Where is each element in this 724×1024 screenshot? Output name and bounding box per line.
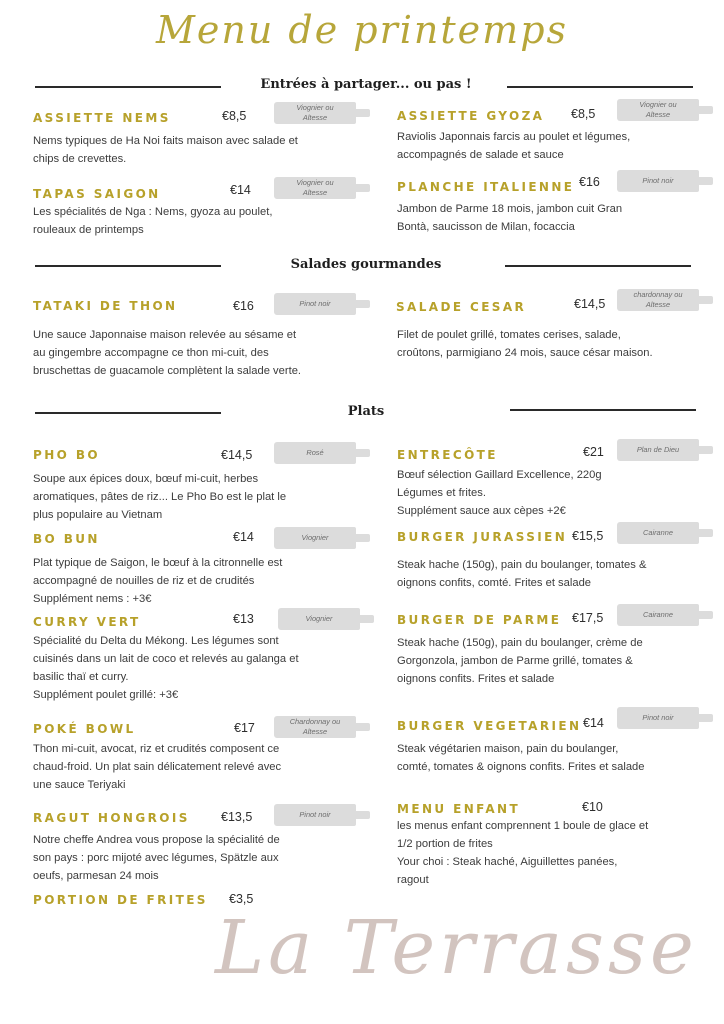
- item-description-pho-bo: Soupe aux épices doux, bœuf mi-cuit, herbes aromatiques, pâtes de riz... Le Pho Bo est le plat le plus populaire au Vietnam: [33, 473, 287, 521]
- divider-line: [35, 86, 221, 88]
- wine-bottle-icon: Pinot noir: [274, 293, 370, 315]
- item-name-menu-enfant: MENU ENFANT: [397, 802, 521, 816]
- wine-bottle-icon: chardonnay ou Altesse: [617, 289, 713, 311]
- menu-title: Menu de printemps: [155, 8, 569, 52]
- item-price-ragut-hongrois: €13,5: [221, 810, 253, 824]
- wine-bottle-icon: Viognier: [278, 608, 374, 630]
- item-description-tataki-de-thon: Une sauce Japonnaise maison relevée au sésame et au gingembre accompagne ce thon mi-cuit, des bruschettas de guacamole complètent la salade verte.: [33, 329, 302, 377]
- item-price-salade-cesar: €14,5: [574, 297, 606, 311]
- wine-bottle-icon: Viognier ou Altesse: [617, 99, 713, 121]
- divider-line: [510, 409, 696, 411]
- item-name-curry-vert: CURRY VERT: [33, 615, 141, 629]
- item-description-entrecote: Bœuf sélection Gaillard Excellence, 220g Légumes et frites. Supplément sauce aux cèpes +2€: [397, 469, 602, 517]
- item-price-burger-de-parme: €17,5: [572, 611, 604, 625]
- wine-bottle-icon: Pinot noir: [274, 804, 370, 826]
- item-name-burger-de-parme: BURGER DE PARME: [397, 613, 562, 627]
- section-title-salades: Salades gourmandes: [290, 257, 442, 272]
- divider-line: [505, 265, 691, 267]
- item-name-poke-bowl: POKÉ BOWL: [33, 722, 136, 736]
- item-description-curry-vert: Spécialité du Delta du Mékong. Les légumes sont cuisinés dans un lait de coco et relevés au galanga et basilic thaï et curry. Supplément poulet grillé: +3€: [33, 635, 299, 701]
- item-price-poke-bowl: €17: [234, 721, 255, 735]
- item-price-burger-jurassien: €15,5: [572, 529, 604, 543]
- item-name-tapas-saigon: TAPAS SAIGON: [33, 187, 161, 201]
- item-name-portion-de-frites: PORTION DE FRITES: [33, 893, 208, 907]
- item-price-tataki-de-thon: €16: [233, 299, 254, 313]
- item-name-assiette-nems: ASSIETTE NEMS: [33, 111, 171, 125]
- item-name-planche-italienne: PLANCHE ITALIENNE: [397, 180, 575, 194]
- item-description-burger-jurassien: Steak hache (150g), pain du boulanger, tomates & oignons confits, comté. Frites et salade: [397, 559, 647, 589]
- item-description-assiette-gyoza: Raviolis Japonnais farcis au poulet et légumes, accompagnés de salade et sauce: [397, 131, 631, 161]
- wine-bottle-icon: Viognier ou Altesse: [274, 102, 370, 124]
- wine-bottle-icon: Viognier ou Altesse: [274, 177, 370, 199]
- item-price-assiette-gyoza: €8,5: [571, 107, 596, 121]
- wine-bottle-icon: Cairanne: [617, 604, 713, 626]
- item-description-menu-enfant: les menus enfant comprennent 1 boule de glace et 1/2 portion de frites Your choi : Steak haché, Aiguillettes panées, ragout: [397, 820, 649, 886]
- item-price-bo-bun: €14: [233, 530, 254, 544]
- wine-bottle-icon: Pinot noir: [617, 707, 713, 729]
- item-price-assiette-nems: €8,5: [222, 109, 247, 123]
- wine-bottle-icon: Rosé: [274, 442, 370, 464]
- item-name-salade-cesar: SALADE CESAR: [396, 300, 527, 314]
- brand-logo: La Terrasse: [215, 905, 698, 991]
- item-name-assiette-gyoza: ASSIETTE GYOZA: [397, 109, 545, 123]
- item-name-entrecote: ENTRECÔTE: [397, 448, 498, 462]
- wine-bottle-icon: Chardonnay ou Altesse: [274, 716, 370, 738]
- item-price-menu-enfant: €10: [582, 800, 603, 814]
- item-name-ragut-hongrois: RAGUT HONGROIS: [33, 811, 190, 825]
- wine-bottle-icon: Viognier: [274, 527, 370, 549]
- item-name-burger-jurassien: BURGER JURASSIEN: [397, 530, 568, 544]
- item-name-tataki-de-thon: TATAKI DE THON: [33, 299, 178, 313]
- section-title-entrees: Entrées à partager... ou pas !: [260, 77, 472, 92]
- item-price-portion-de-frites: €3,5: [229, 892, 254, 906]
- item-name-pho-bo: PHO BO: [33, 448, 100, 462]
- item-description-assiette-nems: Nems typiques de Ha Noi faits maison avec salade et chips de crevettes.: [33, 135, 298, 165]
- item-description-burger-vegetarien: Steak végétarien maison, pain du boulanger, comté, tomates & oignons confits. Frites et salade: [397, 743, 645, 773]
- item-description-tapas-saigon: Les spécialités de Nga : Nems, gyoza au poulet, rouleaux de printemps: [33, 206, 273, 236]
- divider-line: [35, 265, 221, 267]
- item-description-planche-italienne: Jambon de Parme 18 mois, jambon cuit Gran Bontà, saucisson de Milan, focaccia: [397, 203, 623, 233]
- wine-bottle-icon: Pinot noir: [617, 170, 713, 192]
- item-description-ragut-hongrois: Notre cheffe Andrea vous propose la spécialité de son pays : porc mijoté avec légumes, Spätzle aux oeufs, parmesan 24 mois: [33, 834, 280, 882]
- section-title-plats: Plats: [347, 404, 385, 419]
- wine-bottle-icon: Plan de Dieu: [617, 439, 713, 461]
- wine-bottle-icon: Cairanne: [617, 522, 713, 544]
- item-price-burger-vegetarien: €14: [583, 716, 604, 730]
- item-price-curry-vert: €13: [233, 612, 254, 626]
- item-description-salade-cesar: Filet de poulet grillé, tomates cerises, salade, croûtons, parmigiano 24 mois, sauce césar maison.: [397, 329, 653, 359]
- divider-line: [35, 412, 221, 414]
- item-description-burger-de-parme: Steak hache (150g), pain du boulanger, crème de Gorgonzola, jambon de Parme grillé, tomates & oignons confits. Frites et salade: [397, 637, 643, 685]
- item-price-pho-bo: €14,5: [221, 448, 253, 462]
- item-price-entrecote: €21: [583, 445, 604, 459]
- divider-line: [507, 86, 693, 88]
- item-name-burger-vegetarien: BURGER VEGETARIEN: [397, 719, 582, 733]
- item-name-bo-bun: BO BUN: [33, 532, 100, 546]
- item-price-planche-italienne: €16: [579, 175, 600, 189]
- item-description-bo-bun: Plat typique de Saigon, le bœuf à la citronnelle est accompagné de nouilles de riz et de crudités Supplément nems : +3€: [33, 557, 283, 605]
- item-description-poke-bowl: Thon mi-cuit, avocat, riz et crudités composent ce chaud-froid. Un plat sain délicatement relevé avec une sauce Teriyaki: [33, 743, 282, 791]
- item-price-tapas-saigon: €14: [230, 183, 251, 197]
